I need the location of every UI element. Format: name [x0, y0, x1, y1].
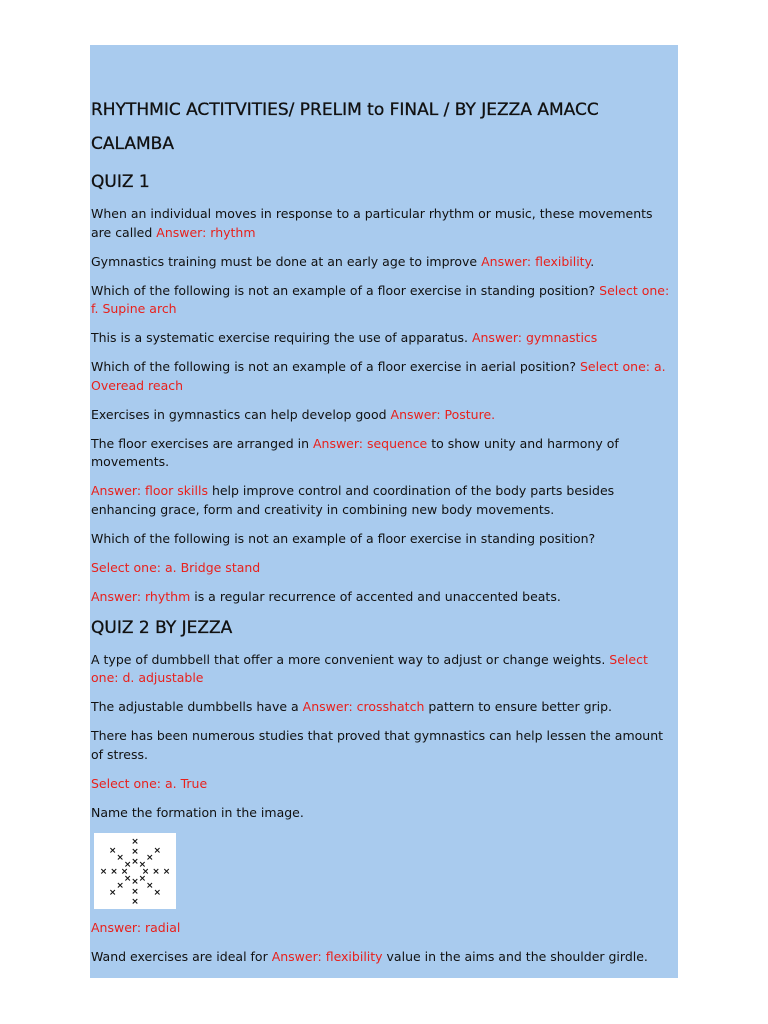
question-text: There has been numerous studies that proved that gymnastics can help lessen the amount of stress.	[91, 728, 664, 762]
quiz1-item	[91, 282, 670, 319]
quiz2-item	[91, 948, 670, 967]
quiz1-item	[91, 358, 670, 395]
answer-text: Select one: a. Bridge stand	[91, 559, 261, 575]
formation-mark: ×	[123, 859, 132, 870]
quiz1-item	[91, 559, 670, 578]
quiz1-item	[91, 482, 670, 519]
question-tail: help improve control and coordination of the body parts besides enhancing grace, form and creativity in combining new body movements.	[91, 483, 615, 517]
formation-mark: ×	[116, 852, 124, 863]
formation-mark: ×	[131, 886, 139, 897]
formation-mark: ×	[146, 852, 154, 863]
formation-mark: ×	[146, 880, 154, 891]
answer-text: Answer: crosshatch	[302, 699, 425, 714]
formation-mark: ×	[108, 845, 117, 856]
formation-mark: ×	[123, 873, 132, 884]
formation-mark: ×	[120, 866, 129, 877]
answer-text: Answer: gymnastics	[471, 330, 598, 345]
formation-mark: ×	[153, 887, 162, 898]
quiz2-item	[91, 727, 670, 764]
quiz1-item	[91, 435, 670, 472]
formation-mark: ×	[108, 887, 117, 898]
formation-mark: ×	[116, 880, 124, 891]
document-page	[90, 45, 678, 978]
quiz1-item	[91, 253, 670, 272]
formation-mark: ×	[138, 859, 147, 870]
formation-mark: ×	[131, 836, 139, 847]
question-tail: pattern to ensure better grip.	[424, 699, 613, 714]
formation-mark: ×	[110, 866, 118, 877]
quiz2-item	[91, 651, 670, 688]
formation-mark: ×	[141, 866, 150, 877]
question-text: Which of the following is not an example of a floor exercise in standing position?	[91, 282, 600, 298]
document-title: RHYTHMIC ACTITVITIES/ PRELIM to FINAL / BY JEZZA AMACC CALAMBA	[91, 100, 599, 154]
answer-text: Answer: flexibility	[271, 948, 383, 964]
quiz2-heading: QUIZ 2 BY JEZZA	[91, 617, 233, 638]
question-text: Wand exercises are ideal for	[91, 948, 272, 964]
quiz1-item	[91, 205, 670, 242]
formation-mark: ×	[152, 866, 160, 877]
quiz2-item	[91, 698, 670, 717]
formation-diagram	[94, 833, 176, 909]
question-tail: value in the aims and the shoulder girdle.	[382, 948, 648, 964]
answer-text: Select one: a. Overead reach	[91, 359, 666, 393]
formation-mark: ×	[131, 856, 139, 867]
quiz2-item	[91, 804, 670, 823]
answer-text: Answer: radial	[91, 919, 181, 935]
question-text: The adjustable dumbbells have a	[91, 699, 303, 714]
quiz1-item	[91, 588, 670, 607]
quiz2-list	[91, 651, 670, 967]
question-text: Gymnastics training must be done at an early age to improve	[91, 253, 482, 269]
answer-text: Answer: floor skills	[91, 483, 208, 498]
answer-text: Select one: a. True	[91, 775, 208, 791]
quiz2-item	[91, 775, 670, 794]
question-text: When an individual moves in response to a particular rhythm or music, these movements are called	[91, 206, 653, 240]
formation-mark: ×	[153, 845, 162, 856]
answer-text: Select one: d. adjustable	[91, 651, 648, 685]
answer-text: Answer: Posture.	[390, 406, 496, 422]
answer-text: Answer: rhythm	[91, 588, 191, 604]
quiz1-item	[91, 329, 670, 348]
quiz1-item	[91, 406, 670, 425]
question-text: Name the formation in the image.	[91, 804, 304, 820]
question-text: Which of the following is not an example of a floor exercise in standing position?	[91, 530, 596, 546]
formation-mark: ×	[138, 873, 147, 884]
radial-formation-icon	[94, 833, 176, 909]
question-text: This is a systematic exercise requiring the use of apparatus.	[91, 330, 472, 345]
quiz1-item	[91, 530, 670, 549]
answer-text: Select one: f. Supine arch	[91, 282, 670, 316]
quiz1-heading: QUIZ 1	[91, 172, 150, 192]
question-text: Which of the following is not an example of a floor exercise in aerial position?	[91, 359, 580, 374]
quiz1-list	[91, 205, 670, 606]
formation-mark: ×	[162, 866, 171, 877]
answer-text: Answer: rhythm	[156, 224, 256, 240]
formation-mark: ×	[131, 846, 139, 857]
question-tail: is a regular recurrence of accented and unaccented beats.	[190, 588, 561, 604]
formation-mark: ×	[131, 896, 139, 907]
answer-text: Answer: flexibility	[481, 253, 591, 269]
question-text: A type of dumbbell that offer a more convenient way to adjust or change weights.	[91, 651, 610, 667]
quiz2-item	[91, 919, 670, 938]
question-text: The floor exercises are arranged in	[91, 435, 313, 451]
question-text: Exercises in gymnastics can help develop good	[91, 406, 391, 422]
question-tail: .	[590, 253, 595, 269]
question-tail: to show unity and harmony of movements.	[91, 435, 619, 469]
formation-mark: ×	[99, 866, 108, 877]
formation-mark: ×	[131, 876, 139, 887]
answer-text: Answer: sequence	[312, 435, 428, 451]
